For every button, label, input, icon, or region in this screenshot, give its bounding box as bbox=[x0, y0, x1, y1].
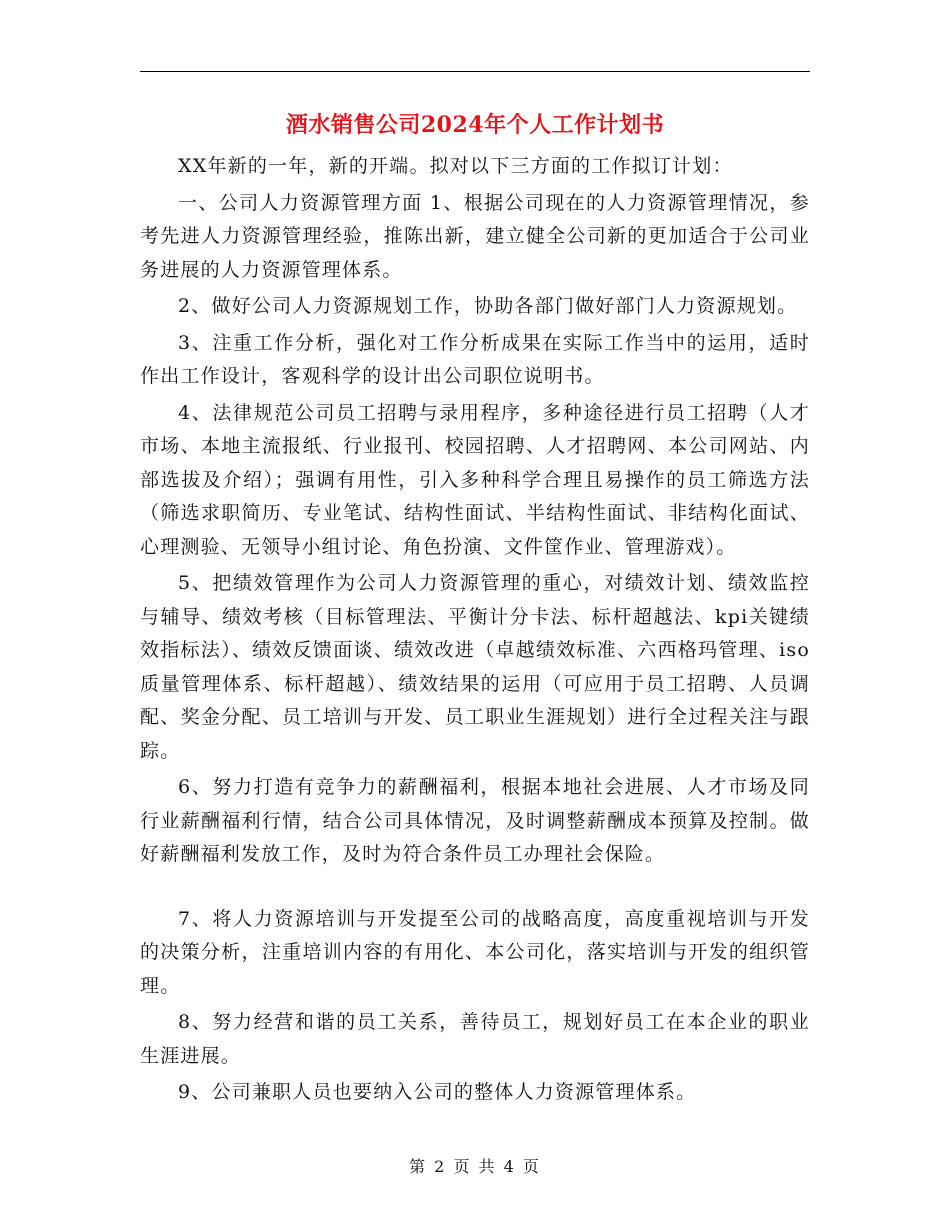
paragraph-3: 3、注重工作分析，强化对工作分析成果在实际工作当中的运用，适时作出工作设计，客观科学的设计出公司职位说明书。 bbox=[140, 331, 810, 387]
paragraph-2: 2、做好公司人力资源规划工作，协助各部门做好部门人力资源规划。 bbox=[178, 295, 798, 317]
document-title: 酒水销售公司2024年个人工作计划书 bbox=[285, 112, 665, 138]
paragraph-9: 9、公司兼职人员也要纳入公司的整体人力资源管理体系。 bbox=[178, 1081, 697, 1103]
document-body bbox=[140, 150, 810, 1113]
paragraph-intro: XX年新的一年，新的开端。拟对以下三方面的工作拟订计划： bbox=[178, 155, 733, 177]
paragraph-8: 8、努力经营和谐的员工关系，善待员工，规划好员工在本企业的职业生涯进展。 bbox=[140, 1011, 810, 1067]
page-number-footer: 第 2 页 共 4 页 bbox=[409, 1157, 541, 1176]
paragraph-6: 6、努力打造有竞争力的薪酬福利，根据本地社会进展、人才市场及同行业薪酬福利行情，结合公司具体情况，及时调整薪酬成本预算及控制。做好薪酬福利发放工作，及时为符合条件员工办理社会保险。 bbox=[140, 776, 810, 865]
paragraph-5: 5、把绩效管理作为公司人力资源管理的重心，对绩效计划、绩效监控与辅导、绩效考核（目标管理法、平衡计分卡法、标杆超越法、kpi关键绩效指标法）、绩效反馈面谈、绩效改进（卓越绩效标准、六西格玛管理、iso质量管理体系、标杆超越）、绩效结果的运用（可应用于员工招聘、人员调配、奖金分配、员工培训与开发、员工职业生涯规划）进行全过程关注与跟踪。 bbox=[140, 572, 810, 762]
paragraph-1: 一、公司人力资源管理方面 1、根据公司现在的人力资源管理情况，参考先进人力资源管理经验，推陈出新，建立健全公司新的更加适合于公司业务进展的人力资源管理体系。 bbox=[140, 191, 810, 281]
paragraph-4: 4、法律规范公司员工招聘与录用程序，多种途径进行员工招聘（人才市场、本地主流报纸、行业报刊、校园招聘、人才招聘网、本公司网站、内部选拔及介绍）；强调有用性，引入多种科学合理且易操作的员工筛选方法（筛选求职简历、专业笔试、结构性面试、半结构性面试、非结构化面试、心理测验、无领导小组讨论、角色扮演、文件筐作业、管理游戏）。 bbox=[140, 401, 810, 558]
header-rule bbox=[140, 71, 810, 72]
paragraph-7: 7、将人力资源培训与开发提至公司的战略高度，高度重视培训与开发的决策分析，注重培训内容的有用化、本公司化，落实培训与开发的组织管理。 bbox=[140, 907, 810, 997]
